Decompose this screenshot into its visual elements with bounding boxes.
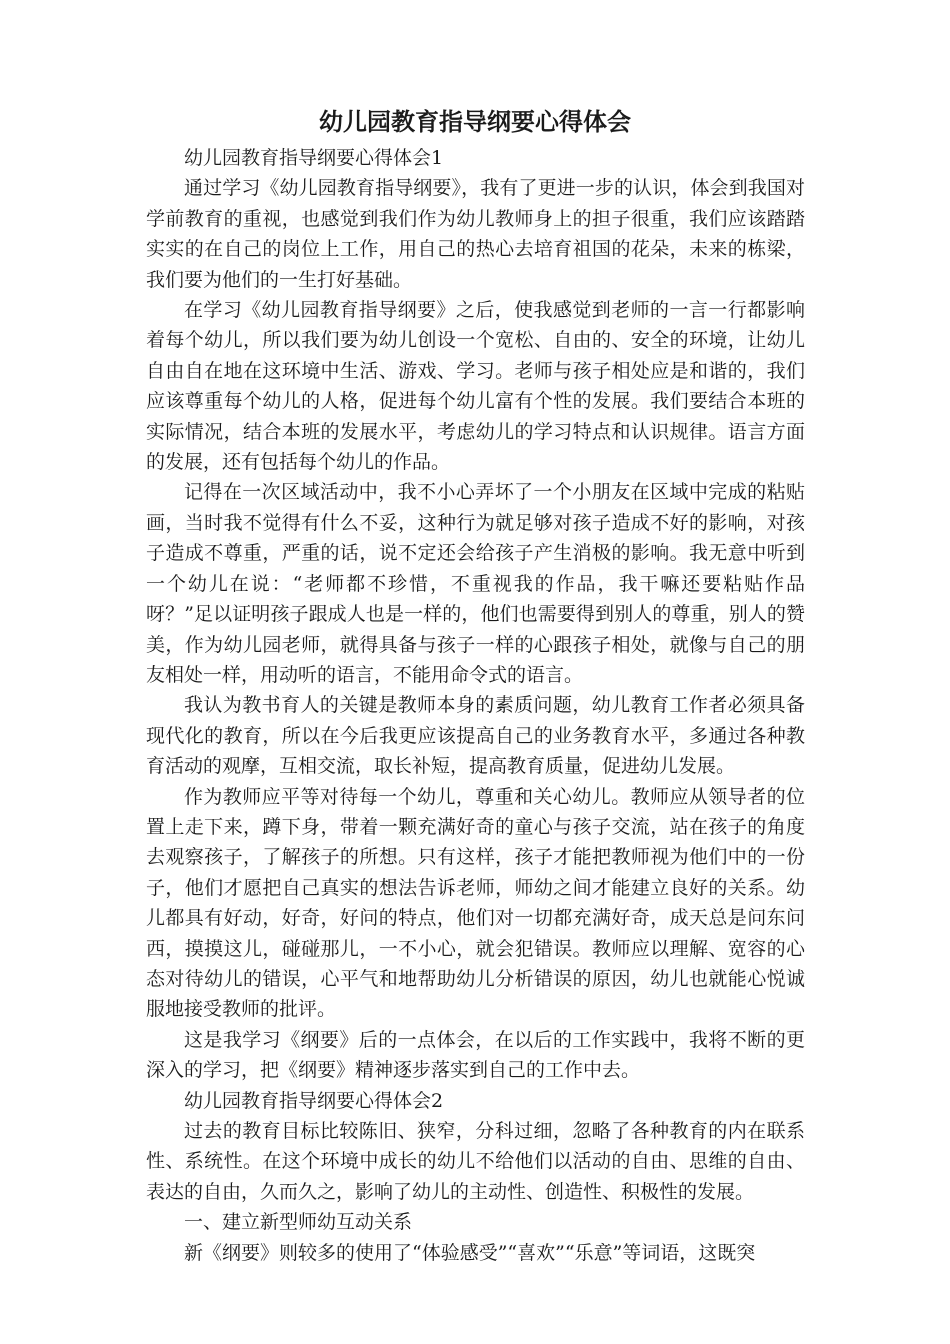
document-title: 幼儿园教育指导纲要心得体会 <box>319 108 631 136</box>
paragraph: 我认为教书育人的关键是教师本身的素质问题，幼儿教育工作者必须具备现代化的教育，所以在今后我更应该提高自己的业务教育水平，多通过各种教育活动的观摩，互相交流，取长补短，提高教育质量，促进幼儿发展。 <box>146 694 805 778</box>
paragraph: 这是我学习《纲要》后的一点体会，在以后的工作实践中，我将不断的更深入的学习，把《纲要》精神逐步落实到自己的工作中去。 <box>146 1028 805 1082</box>
paragraph: 在学习《幼儿园教育指导纲要》之后，使我感觉到老师的一言一行都影响着每个幼儿，所以我们要为幼儿创设一个宽松、自由的、安全的环境，让幼儿自由自在地在这环境中生活、游戏、学习。老师与孩子相处应是和谐的，我们应该尊重每个幼儿的人格，促进每个幼儿富有个性的发展。我们要结合本班的实际情况，结合本班的发展水平，考虑幼儿的学习特点和认识规律。语言方面的发展，还有包括每个幼儿的作品。 <box>146 299 805 474</box>
section-heading-1: 幼儿园教育指导纲要心得体会1 <box>184 147 444 169</box>
paragraph: 记得在一次区域活动中，我不小心弄坏了一个小朋友在区域中完成的粘贴画，当时我不觉得有什么不妥，这种行为就足够对孩子造成不好的影响，对孩子造成不尊重，严重的话，说不定还会给孩子产生消极的影响。我无意中听到一个幼儿在说：“老师都不珍惜，不重视我的作品，我干嘛还要粘贴作品呀？”足以证明孩子跟成人也是一样的，他们也需要得到别人的尊重，别人的赞美，作为幼儿园老师，就得具备与孩子一样的心跟孩子相处，就像与自己的朋友相处一样，用动听的语言，不能用命令式的语言。 <box>146 481 805 686</box>
paragraph: 作为教师应平等对待每一个幼儿，尊重和关心幼儿。教师应从领导者的位置上走下来，蹲下身，带着一颗充满好奇的童心与孩子交流，站在孩子的角度去观察孩子，了解孩子的所想。只有这样，孩子才能把教师视为他们中的一份子，他们才愿把自己真实的想法告诉老师，师幼之间才能建立良好的关系。幼儿都具有好动，好奇，好问的特点，他们对一切都充满好奇，成天总是问东问西，摸摸这儿，碰碰那儿，一不小心，就会犯错误。教师应以理解、宽容的心态对待幼儿的错误，心平气和地帮助幼儿分析错误的原因，幼儿也就能心悦诚服地接受教师的批评。 <box>146 785 805 1021</box>
subsection-heading: 一、建立新型师幼互动关系 <box>184 1211 413 1234</box>
paragraph: 新《纲要》则较多的使用了“体验感受”“喜欢”“乐意”等词语，这既突 <box>184 1241 756 1264</box>
section-heading-2: 幼儿园教育指导纲要心得体会2 <box>184 1089 444 1112</box>
document-body <box>146 143 805 1268</box>
paragraph: 通过学习《幼儿园教育指导纲要》，我有了更进一步的认识，体会到我国对学前教育的重视，也感觉到我们作为幼儿教师身上的担子很重，我们应该踏踏实实的在自己的岗位上工作，用自己的热心去培育祖国的花朵，未来的栋梁，我们要为他们的一生打好基础。 <box>146 177 805 291</box>
paragraph: 过去的教育目标比较陈旧、狭窄，分科过细，忽略了各种教育的内在联系性、系统性。在这个环境中成长的幼儿不给他们以活动的自由、思维的自由、表达的自由，久而久之，影响了幼儿的主动性、创造性、积极性的发展。 <box>146 1120 805 1203</box>
